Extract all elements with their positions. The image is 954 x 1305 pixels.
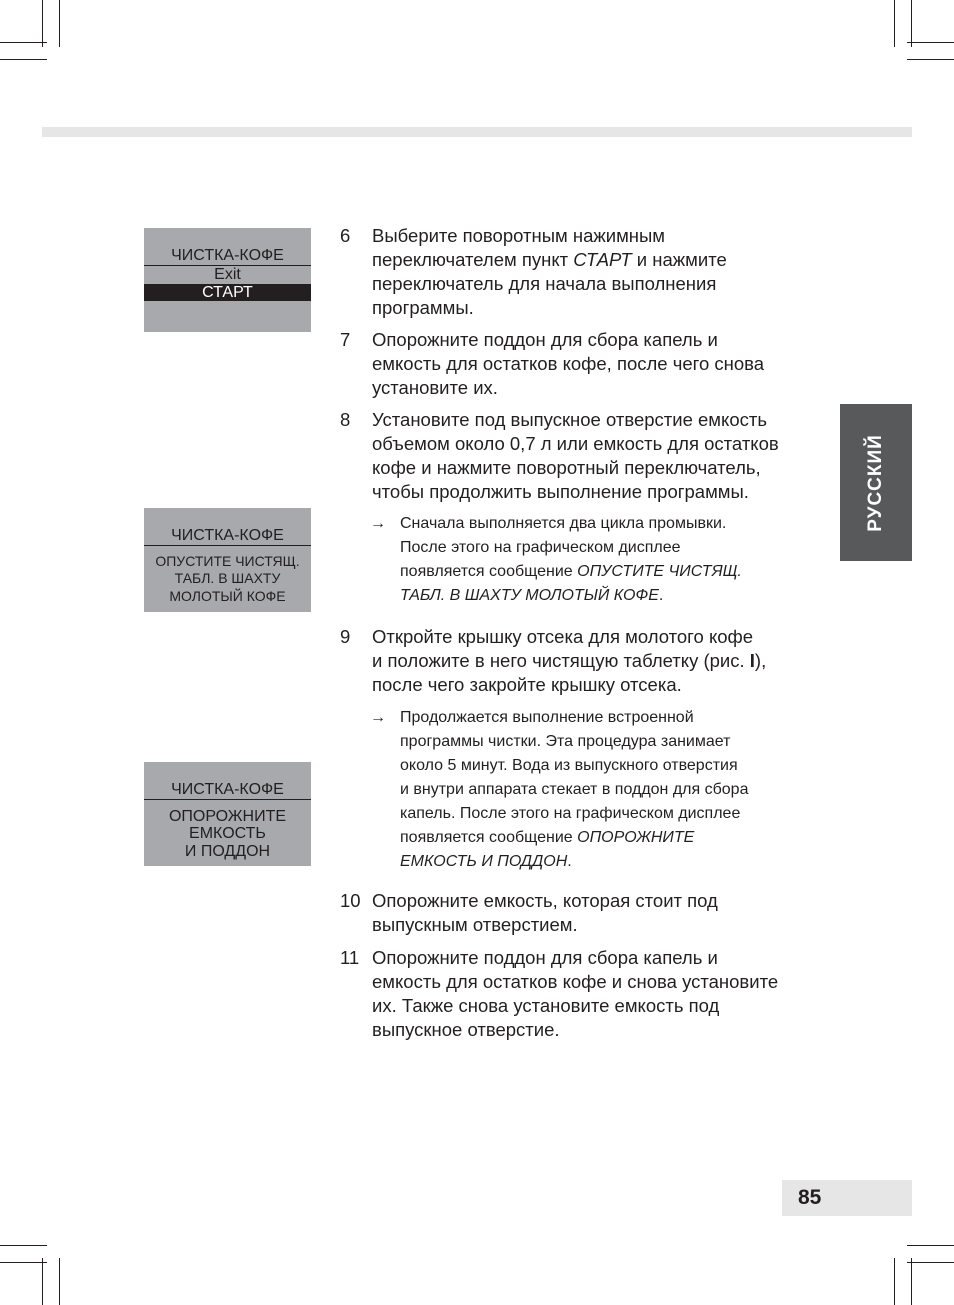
step-8 — [340, 408, 820, 504]
step-text: их. Также снова установите емкость под — [372, 995, 720, 1016]
crop-mark — [0, 42, 47, 43]
step-11 — [340, 946, 820, 1042]
step-text: выпускное отверстие. — [372, 1019, 560, 1040]
page-number: 85 — [798, 1186, 822, 1209]
step-text: выпускным отверстием. — [372, 914, 578, 935]
crop-mark — [911, 0, 912, 47]
step-text — [372, 649, 820, 673]
note-text: и внутри аппарата стекает в поддон для сбора — [400, 781, 749, 798]
lcd-display-empty-container — [144, 762, 311, 866]
lcd-line: ЕМКОСТЬ — [189, 825, 266, 842]
lcd-line: ОПОРОЖНИТЕ — [168, 808, 287, 825]
step-number: 9 — [340, 626, 351, 647]
lcd-title: ЧИСТКА-КОФЕ — [171, 527, 284, 544]
lcd-line-selected: СТАРТ — [144, 284, 311, 301]
arrow-icon: → — [370, 709, 386, 726]
note-text — [400, 850, 820, 874]
lcd-display-insert-tablet — [144, 508, 311, 612]
text-run: . — [567, 853, 572, 870]
step-text: чтобы продолжить выполнение программы. — [372, 481, 749, 502]
crop-mark — [907, 42, 954, 43]
text-run-bold: I — [749, 650, 755, 671]
step-text — [372, 248, 820, 272]
step-text: кофе и нажмите поворотный переключатель, — [372, 457, 761, 478]
text-run: появляется сообщение — [400, 563, 578, 580]
step-number: 7 — [340, 329, 351, 350]
lcd-line: ОПУСТИТЕ ЧИСТЯЩ. — [155, 553, 300, 569]
text-run: и нажмите — [631, 249, 727, 270]
text-run-italic: ТАБЛ. В ШАХТУ МОЛОТЫЙ КОФЕ — [400, 587, 659, 604]
step-text: Установите под выпускное отверстие емкость — [372, 409, 767, 430]
crop-mark — [907, 1245, 954, 1246]
step-text: программы. — [372, 297, 474, 318]
lcd-line: Exit — [214, 266, 241, 283]
text-run: ), — [754, 650, 767, 671]
step-text: после чего закройте крышку отсека. — [372, 674, 682, 695]
lcd-line: И ПОДДОН — [184, 843, 271, 860]
note-step-9 — [340, 706, 820, 874]
note-text: Сначала выполняется два цикла промывки. — [400, 515, 727, 532]
arrow-icon: → — [370, 515, 386, 532]
text-run-italic: ОПУСТИТЕ ЧИСТЯЩ. — [577, 563, 742, 580]
crop-mark — [907, 1262, 954, 1263]
text-run: появляется сообщение — [400, 829, 578, 846]
lcd-divider — [144, 799, 311, 800]
crop-mark — [42, 1258, 43, 1305]
note-text — [400, 826, 820, 850]
lcd-display-start — [144, 228, 311, 332]
step-text: Опорожните поддон для сбора капель и — [372, 947, 718, 968]
step-text: Откройте крышку отсека для молотого кофе — [372, 626, 754, 647]
step-text: объемом около 0,7 л или емкость для остатков — [372, 433, 779, 454]
step-number: 6 — [340, 225, 351, 246]
crop-mark — [0, 1262, 47, 1263]
header-bar — [42, 127, 912, 137]
crop-mark — [894, 0, 895, 47]
text-run-italic: СТАРТ — [573, 249, 632, 270]
text-run-italic: ЕМКОСТЬ И ПОДДОН — [400, 853, 568, 870]
step-number: 8 — [340, 409, 351, 430]
language-tab — [840, 404, 912, 561]
lcd-title: ЧИСТКА-КОФЕ — [171, 781, 284, 798]
note-text: капель. После этого на графическом дисплее — [400, 805, 741, 822]
crop-mark — [0, 59, 47, 60]
crop-mark — [42, 0, 43, 47]
text-run: . — [658, 587, 664, 604]
lcd-title: ЧИСТКА-КОФЕ — [171, 247, 284, 264]
step-text: Опорожните емкость, которая стоит под — [372, 890, 718, 911]
step-7 — [340, 328, 820, 400]
crop-mark — [59, 0, 60, 47]
note-text: После этого на графическом дисплее — [400, 539, 681, 556]
text-run: переключателем пункт — [372, 249, 574, 270]
note-text: около 5 минут. Вода из выпускного отверстия — [400, 757, 738, 774]
lcd-divider — [144, 545, 311, 546]
lcd-line: ТАБЛ. В ШАХТУ — [174, 570, 281, 586]
crop-mark — [0, 1245, 47, 1246]
step-text: установите их. — [372, 377, 498, 398]
step-10 — [340, 889, 820, 937]
step-text: емкость для остатков кофе и снова установите — [372, 971, 779, 992]
text-run: и положите в него чистящую таблетку (рис. — [372, 650, 750, 671]
lcd-line: МОЛОТЫЙ КОФЕ — [169, 588, 286, 604]
crop-mark — [911, 1258, 912, 1305]
step-text: переключатель для начала выполнения — [372, 273, 717, 294]
note-text: Продолжается выполнение встроенной — [400, 709, 694, 726]
note-step-8 — [340, 512, 820, 608]
note-text — [400, 560, 820, 584]
step-number: 11 — [340, 947, 360, 968]
step-9 — [340, 625, 820, 697]
text-run-italic: ОПОРОЖНИТЕ — [577, 829, 695, 846]
crop-mark — [894, 1258, 895, 1305]
page-number-box — [782, 1180, 912, 1216]
language-label: РУССКИЙ — [865, 433, 886, 532]
step-text: Выберите поворотным нажимным — [372, 225, 666, 246]
note-text — [400, 584, 820, 608]
step-text: емкость для остатков кофе, после чего снова — [372, 353, 765, 374]
note-text: программы чистки. Эта процедура занимает — [400, 733, 731, 750]
crop-mark — [59, 1258, 60, 1305]
step-text: Опорожните поддон для сбора капель и — [372, 329, 718, 350]
step-number: 10 — [340, 890, 361, 911]
step-6 — [340, 224, 820, 320]
crop-mark — [907, 59, 954, 60]
